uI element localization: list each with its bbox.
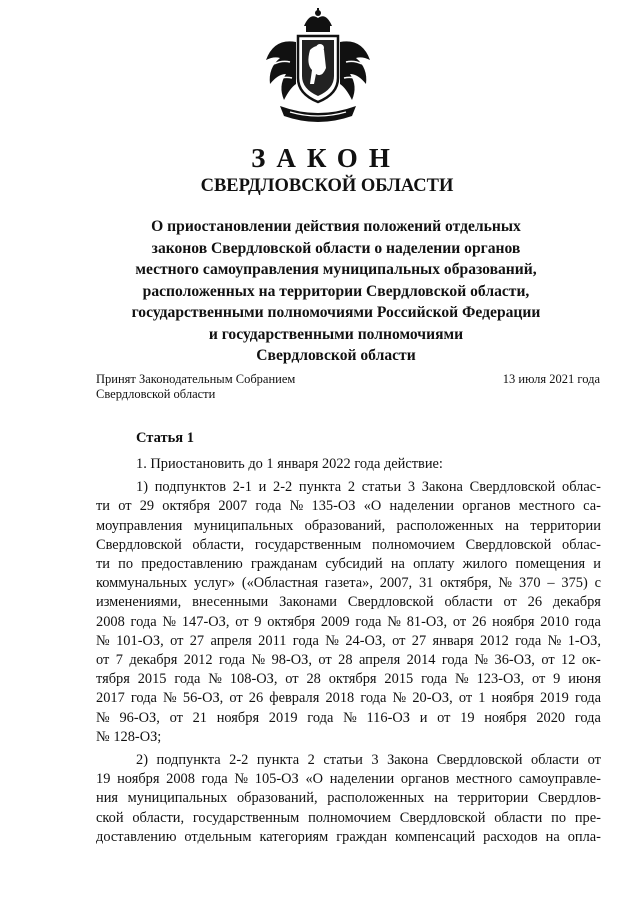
text-line: ния муниципальных образований, расположенных на территории Свердлов- <box>96 790 601 807</box>
text-line: 2) подпункта 2-2 пункта 2 статьи 3 Закона Свердловской области от <box>136 752 601 769</box>
text-line: Свердловской области, государственным полномочием Свердловской облас- <box>96 536 601 553</box>
text-line: ти от 29 октября 2007 года № 135-ОЗ «О наделении органов местного са- <box>96 498 601 515</box>
text-line: 1. Приостановить до 1 января 2022 года действие: <box>136 456 443 472</box>
adopted-by-line: Свердловской области <box>96 387 216 401</box>
text-line: изменениями, внесенными Законами Свердловской области от 26 декабря <box>96 594 601 611</box>
law-name-line: О приостановлении действия положений отдельных <box>151 218 521 235</box>
article-title: Статья 1 <box>136 430 194 446</box>
text-line: ской области, государственным полномочием Свердловской области по пре- <box>96 809 601 826</box>
text-line: 2017 года № 56-ОЗ, от 26 февраля 2018 года № 20-ОЗ, от 1 ноября 2019 года <box>96 690 601 707</box>
text-line: 1) подпунктов 2-1 и 2-2 пункта 2 статьи 3 Закона Свердловской облас- <box>136 479 601 496</box>
law-name-line: законов Свердловской области о наделении органов <box>151 239 521 257</box>
document-title: ЗАКОН <box>251 143 401 173</box>
text-line: моуправления муниципальных образований, расположенных на территории <box>96 517 601 534</box>
text-line: коммунальных услуг» («Областная газета», 2007, 31 октября, № 370 – 375) с <box>96 575 601 592</box>
subitem-2 <box>96 751 601 847</box>
text-line: № 101-ОЗ, от 27 апреля 2011 года № 24-ОЗ, от 27 января 2012 года № 1-ОЗ, <box>96 632 601 649</box>
law-name-line: государственными полномочиями Российской Федерации <box>131 304 541 321</box>
adopted-by-line: Принят Законодательным Собранием <box>96 372 296 386</box>
text-line: 2008 года № 147-ОЗ, от 9 октября 2009 года № 81-ОЗ, от 26 ноября 2010 года <box>96 613 601 630</box>
law-name-line: местного самоуправления муниципальных образований, <box>135 261 537 278</box>
article-body <box>96 455 601 851</box>
text-line: 19 ноября 2008 года № 105-ОЗ «О наделении органов местного самоуправле- <box>96 771 601 788</box>
text-line: доставлению отдельным категориям граждан компенсаций расходов на опла- <box>96 828 601 845</box>
text-line: ти по предоставлению гражданам субсидий на оплату жилого помещения и <box>96 556 601 573</box>
text-line: № 128-ОЗ; <box>96 728 162 745</box>
item-1-intro <box>96 455 601 474</box>
document-subtitle: СВЕРДЛОВСКОЙ ОБЛАСТИ <box>200 176 454 196</box>
adoption-date: 13 июля 2021 года <box>502 372 600 386</box>
law-name-line: и государственными полномочиями <box>208 325 464 343</box>
text-line: от 7 декабря 2012 года № 98-ОЗ, от 28 апреля 2014 года № 36-ОЗ, от 12 ок- <box>96 652 601 669</box>
law-name <box>96 216 576 367</box>
text-line: № 96-ОЗ, от 21 ноября 2019 года № 116-ОЗ и от 19 ноября 2020 года <box>96 709 601 726</box>
subitem-1 <box>96 478 601 747</box>
text-line: тября 2015 года № 108-ОЗ, от 28 октября 2015 года № 123-ОЗ, от 9 июня <box>96 671 601 688</box>
coat-of-arms-icon <box>260 8 376 132</box>
law-name-line: Свердловской области <box>256 347 416 364</box>
adopted-by <box>96 372 295 402</box>
law-name-line: расположенных на территории Свердловской области, <box>142 282 530 300</box>
